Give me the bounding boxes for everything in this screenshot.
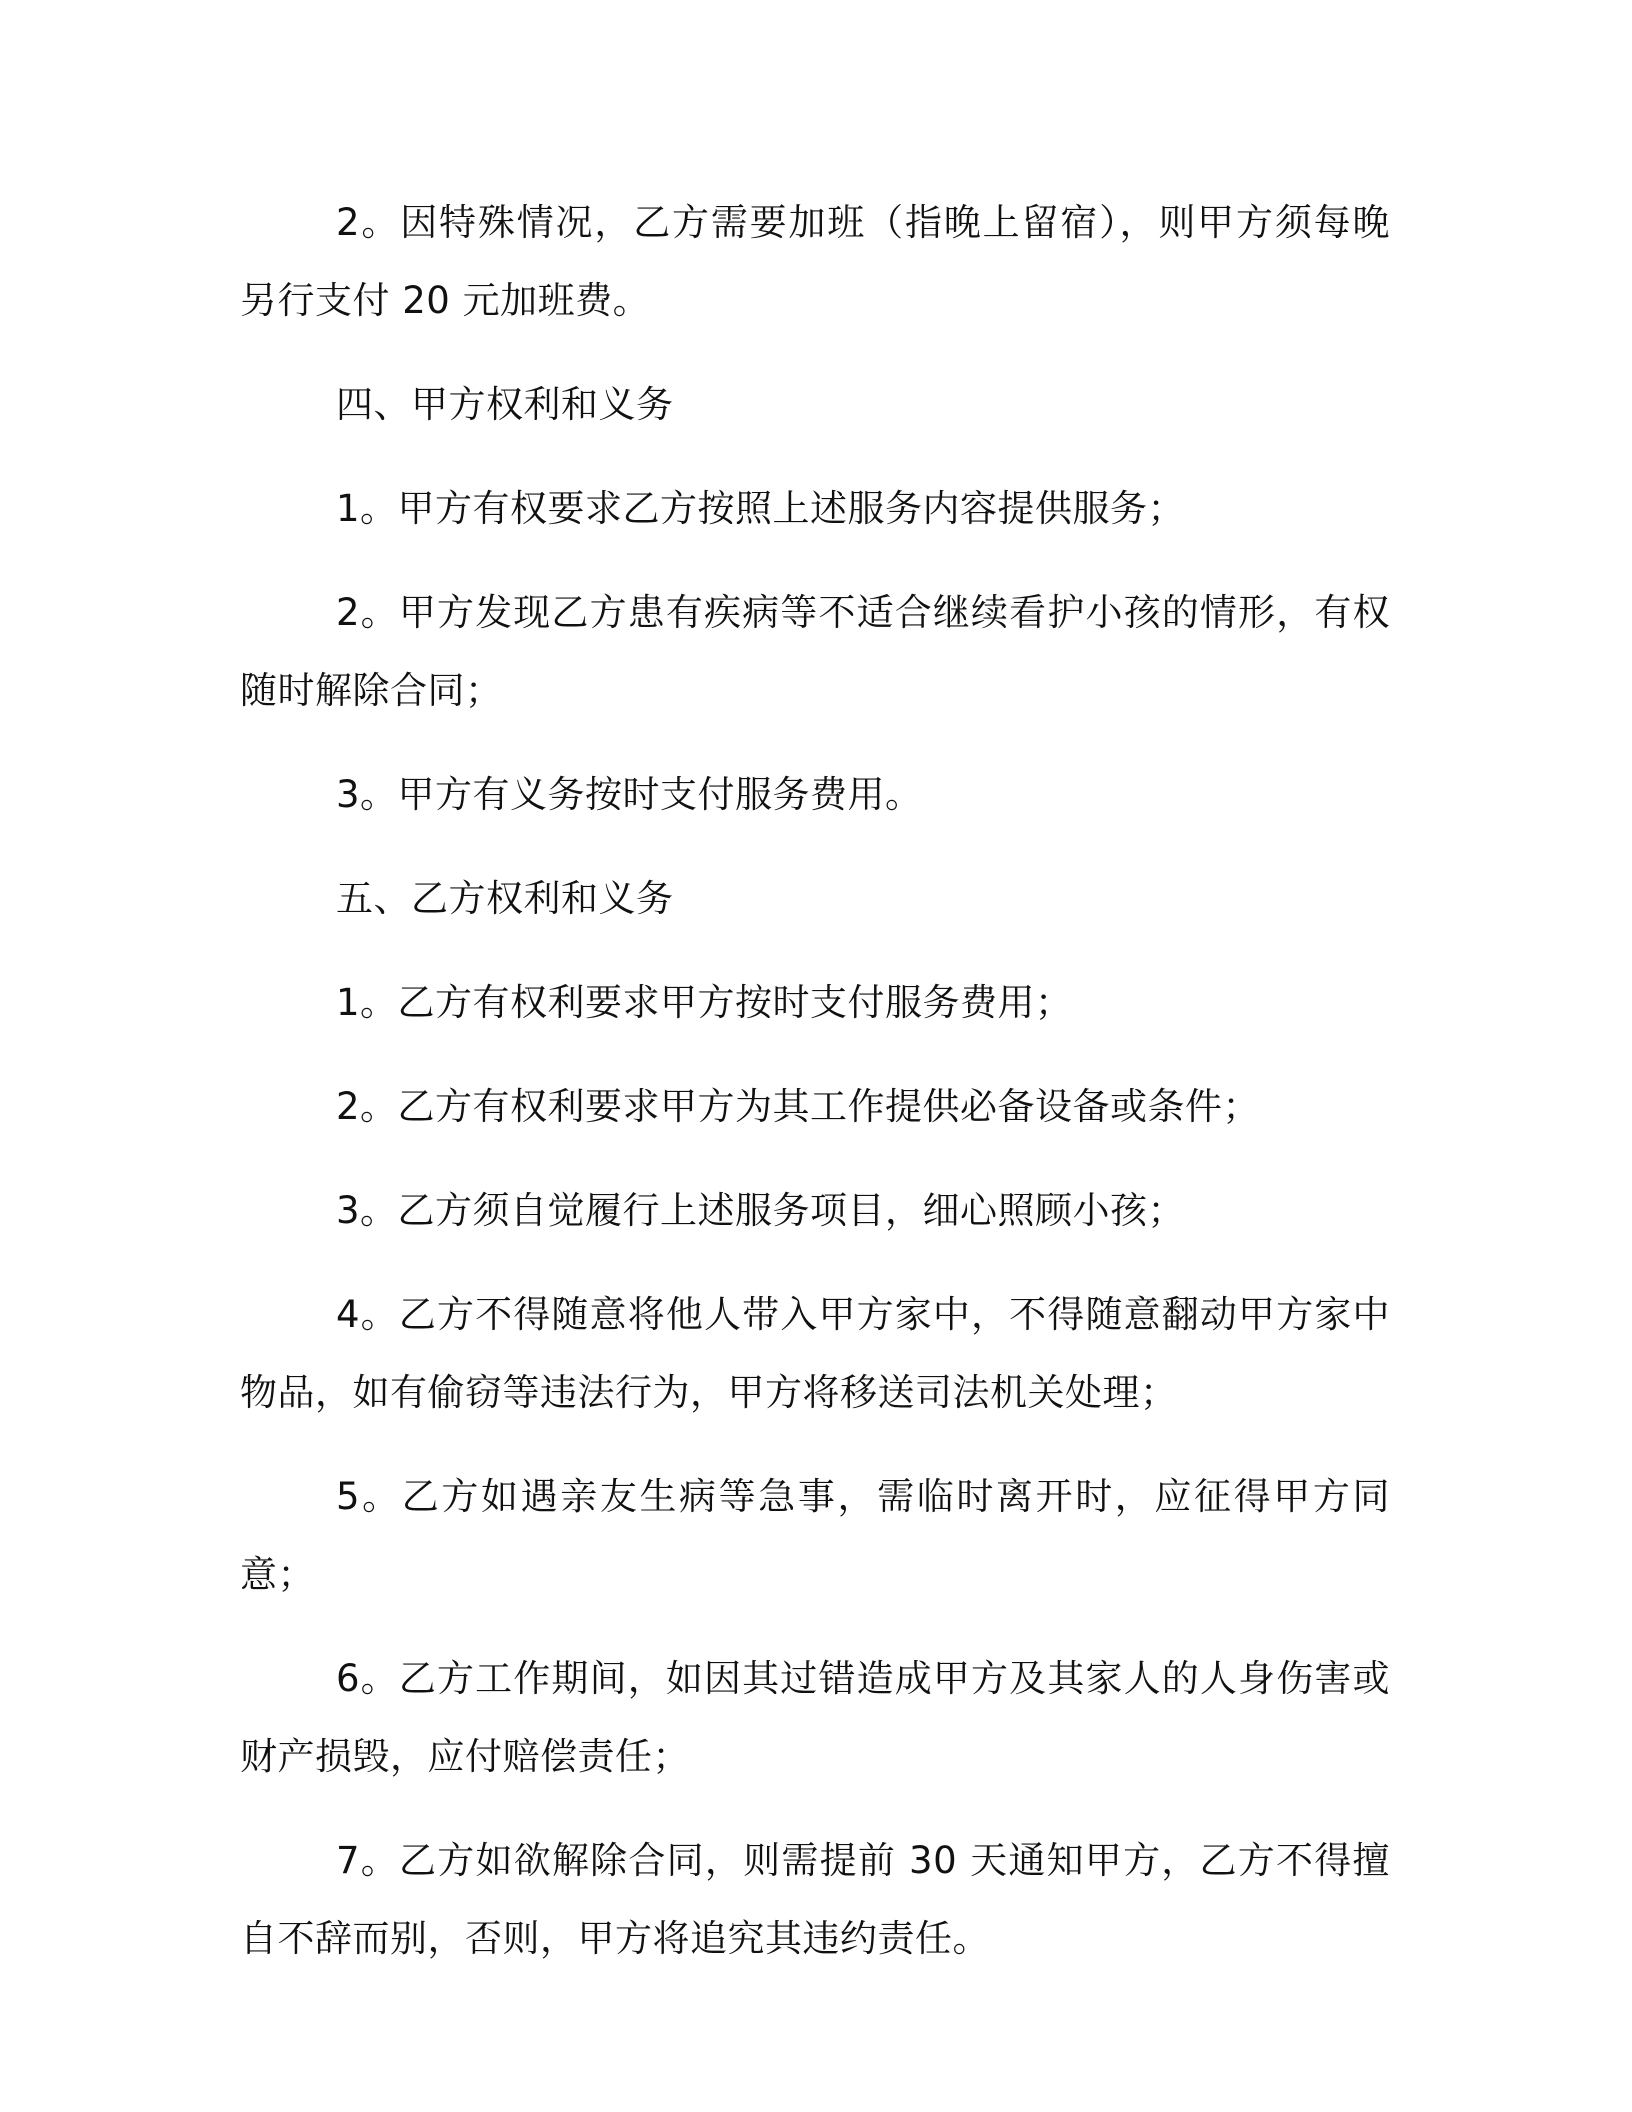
paragraph-b-4: 4。乙方不得随意将他人带入甲方家中，不得随意翻动甲方家中物品，如有偷窃等违法行为，甲方将移送司法机关处理； <box>240 1293 1390 1414</box>
paragraph-b-3: 3。乙方须自觉履行上述服务项目，细心照顾小孩； <box>336 1189 1186 1232</box>
paragraph-overtime: 2。因特殊情况，乙方需要加班（指晚上留宿），则甲方须每晚另行支付 20 元加班费。 <box>240 201 1390 322</box>
paragraph-a-3: 3。甲方有义务按时支付服务费用。 <box>336 773 923 816</box>
paragraph-a-2: 2。甲方发现乙方患有疾病等不适合继续看护小孩的情形，有权随时解除合同； <box>240 591 1390 712</box>
paragraph-b-2: 2。乙方有权利要求甲方为其工作提供必备设备或条件； <box>336 1085 1261 1128</box>
paragraph-b-7: 7。乙方如欲解除合同，则需提前 30 天通知甲方，乙方不得擅自不辞而别，否则，甲方将追究其违约责任。 <box>240 1839 1390 1960</box>
document-body <box>240 184 1390 2004</box>
paragraph-b-5: 5。乙方如遇亲友生病等急事，需临时离开时，应征得甲方同意； <box>240 1475 1390 1596</box>
section-heading-party-a: 四、甲方权利和义务 <box>336 383 674 426</box>
paragraph-a-1: 1。甲方有权要求乙方按照上述服务内容提供服务； <box>336 487 1186 530</box>
paragraph-b-6: 6。乙方工作期间，如因其过错造成甲方及其家人的人身伤害或财产损毁，应付赔偿责任； <box>240 1657 1390 1778</box>
section-heading-party-b: 五、乙方权利和义务 <box>336 877 674 920</box>
paragraph-b-1: 1。乙方有权利要求甲方按时支付服务费用； <box>336 981 1073 1024</box>
